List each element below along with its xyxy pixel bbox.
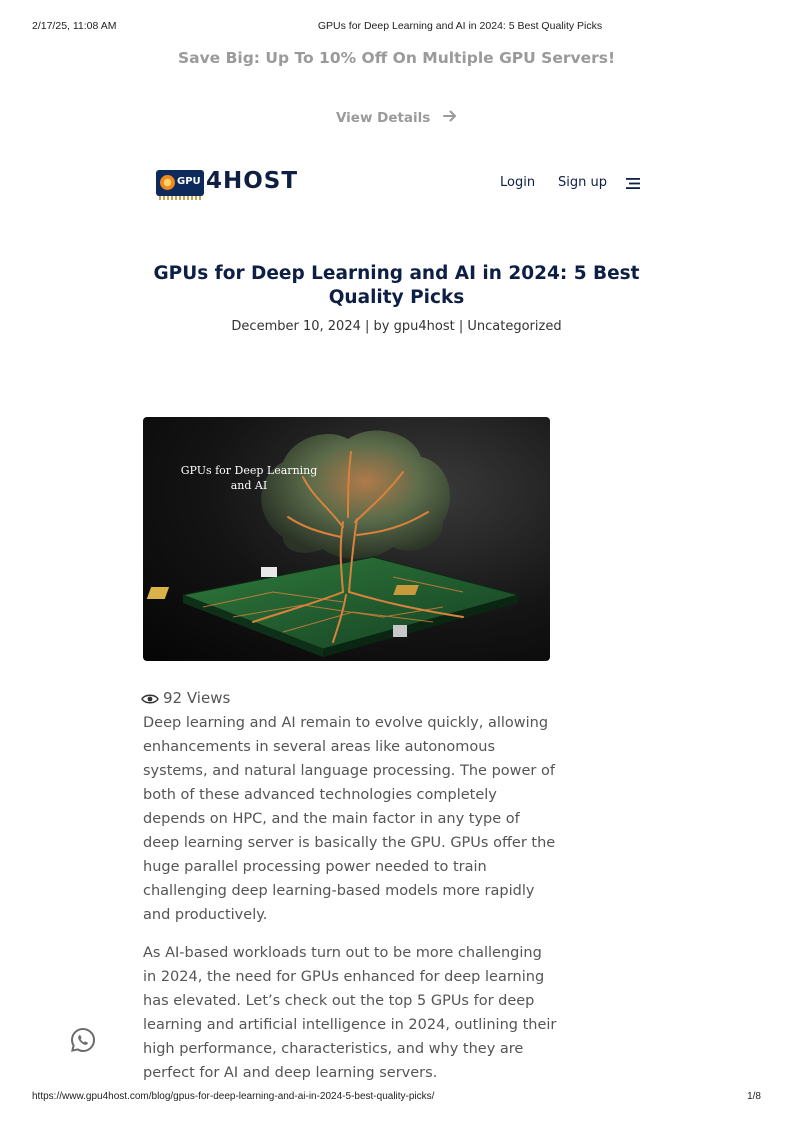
- circuit-tree-illustration: [143, 417, 550, 661]
- print-date: 2/17/25, 11:08 AM: [32, 20, 117, 32]
- site-logo[interactable]: [156, 168, 306, 200]
- print-title: GPUs for Deep Learning and AI in 2024: 5 Best Quality Picks: [317, 20, 603, 32]
- logo-sun-icon: [160, 175, 175, 190]
- views-count: 92: [163, 689, 183, 707]
- hero-caption-line-1: GPUs for Deep Learning: [180, 464, 318, 477]
- views-label: Views: [186, 689, 231, 707]
- hero-caption: [161, 463, 337, 493]
- post-paragraph-2: As AI-based workloads turn out to be more challenging in 2024, the need for GPUs enhanced for deep learning has elevated. Let’s check out the top 5 GPUs for deep learning and artificial intelligence in 2024, outlining their high performance, characteristics, and why they are perfect for AI and deep learning servers.: [143, 945, 557, 1081]
- signup-link[interactable]: Sign up: [558, 175, 607, 190]
- whatsapp-icon[interactable]: [70, 1027, 96, 1053]
- logo-brand-text: 4HOST: [206, 168, 299, 194]
- print-footer: [0, 1091, 793, 1105]
- hero-caption-line-2: and AI: [230, 479, 268, 492]
- meta-separator: |: [458, 319, 464, 334]
- logo-gpu-chip: [156, 170, 204, 196]
- hamburger-menu-icon[interactable]: [626, 178, 640, 189]
- post-title: GPUs for Deep Learning and AI in 2024: 5 Best Quality Picks: [153, 263, 640, 308]
- post-author-link[interactable]: gpu4host: [393, 319, 455, 334]
- promo-banner-text: Save Big: Up To 10% Off On Multiple GPU Servers!: [177, 49, 616, 67]
- print-page-number: 1/8: [747, 1091, 761, 1102]
- meta-separator: |: [365, 319, 370, 334]
- view-details-label: View Details: [335, 110, 431, 126]
- post-paragraph-1: Deep learning and AI remain to evolve quickly, allowing enhancements in several areas like autonomous systems, and natural language processing. The power of both of these advanced technologies completely depends on HPC, and the main factor in any type of deep learning server is basically the GPU. GPUs offer the huge parallel processing power needed to train challenging deep learning-based models more rapidly and productively.: [143, 715, 556, 923]
- post-meta: [0, 319, 793, 334]
- print-url: https://www.gpu4host.com/blog/gpus-for-deep-learning-and-ai-in-2024-5-best-quality-picks/: [32, 1091, 435, 1102]
- arrow-right-icon: [443, 110, 457, 126]
- logo-chip-text: GPU: [177, 176, 201, 187]
- view-details-link[interactable]: [0, 110, 793, 126]
- views-text: [163, 689, 230, 707]
- print-header: [0, 20, 793, 34]
- post-category-link[interactable]: Uncategorized: [467, 319, 562, 334]
- hero-image: [143, 417, 550, 661]
- author-prefix: by: [373, 319, 390, 334]
- eye-icon: [141, 691, 159, 703]
- post-date: December 10, 2024: [231, 319, 361, 334]
- login-link[interactable]: Login: [500, 175, 536, 190]
